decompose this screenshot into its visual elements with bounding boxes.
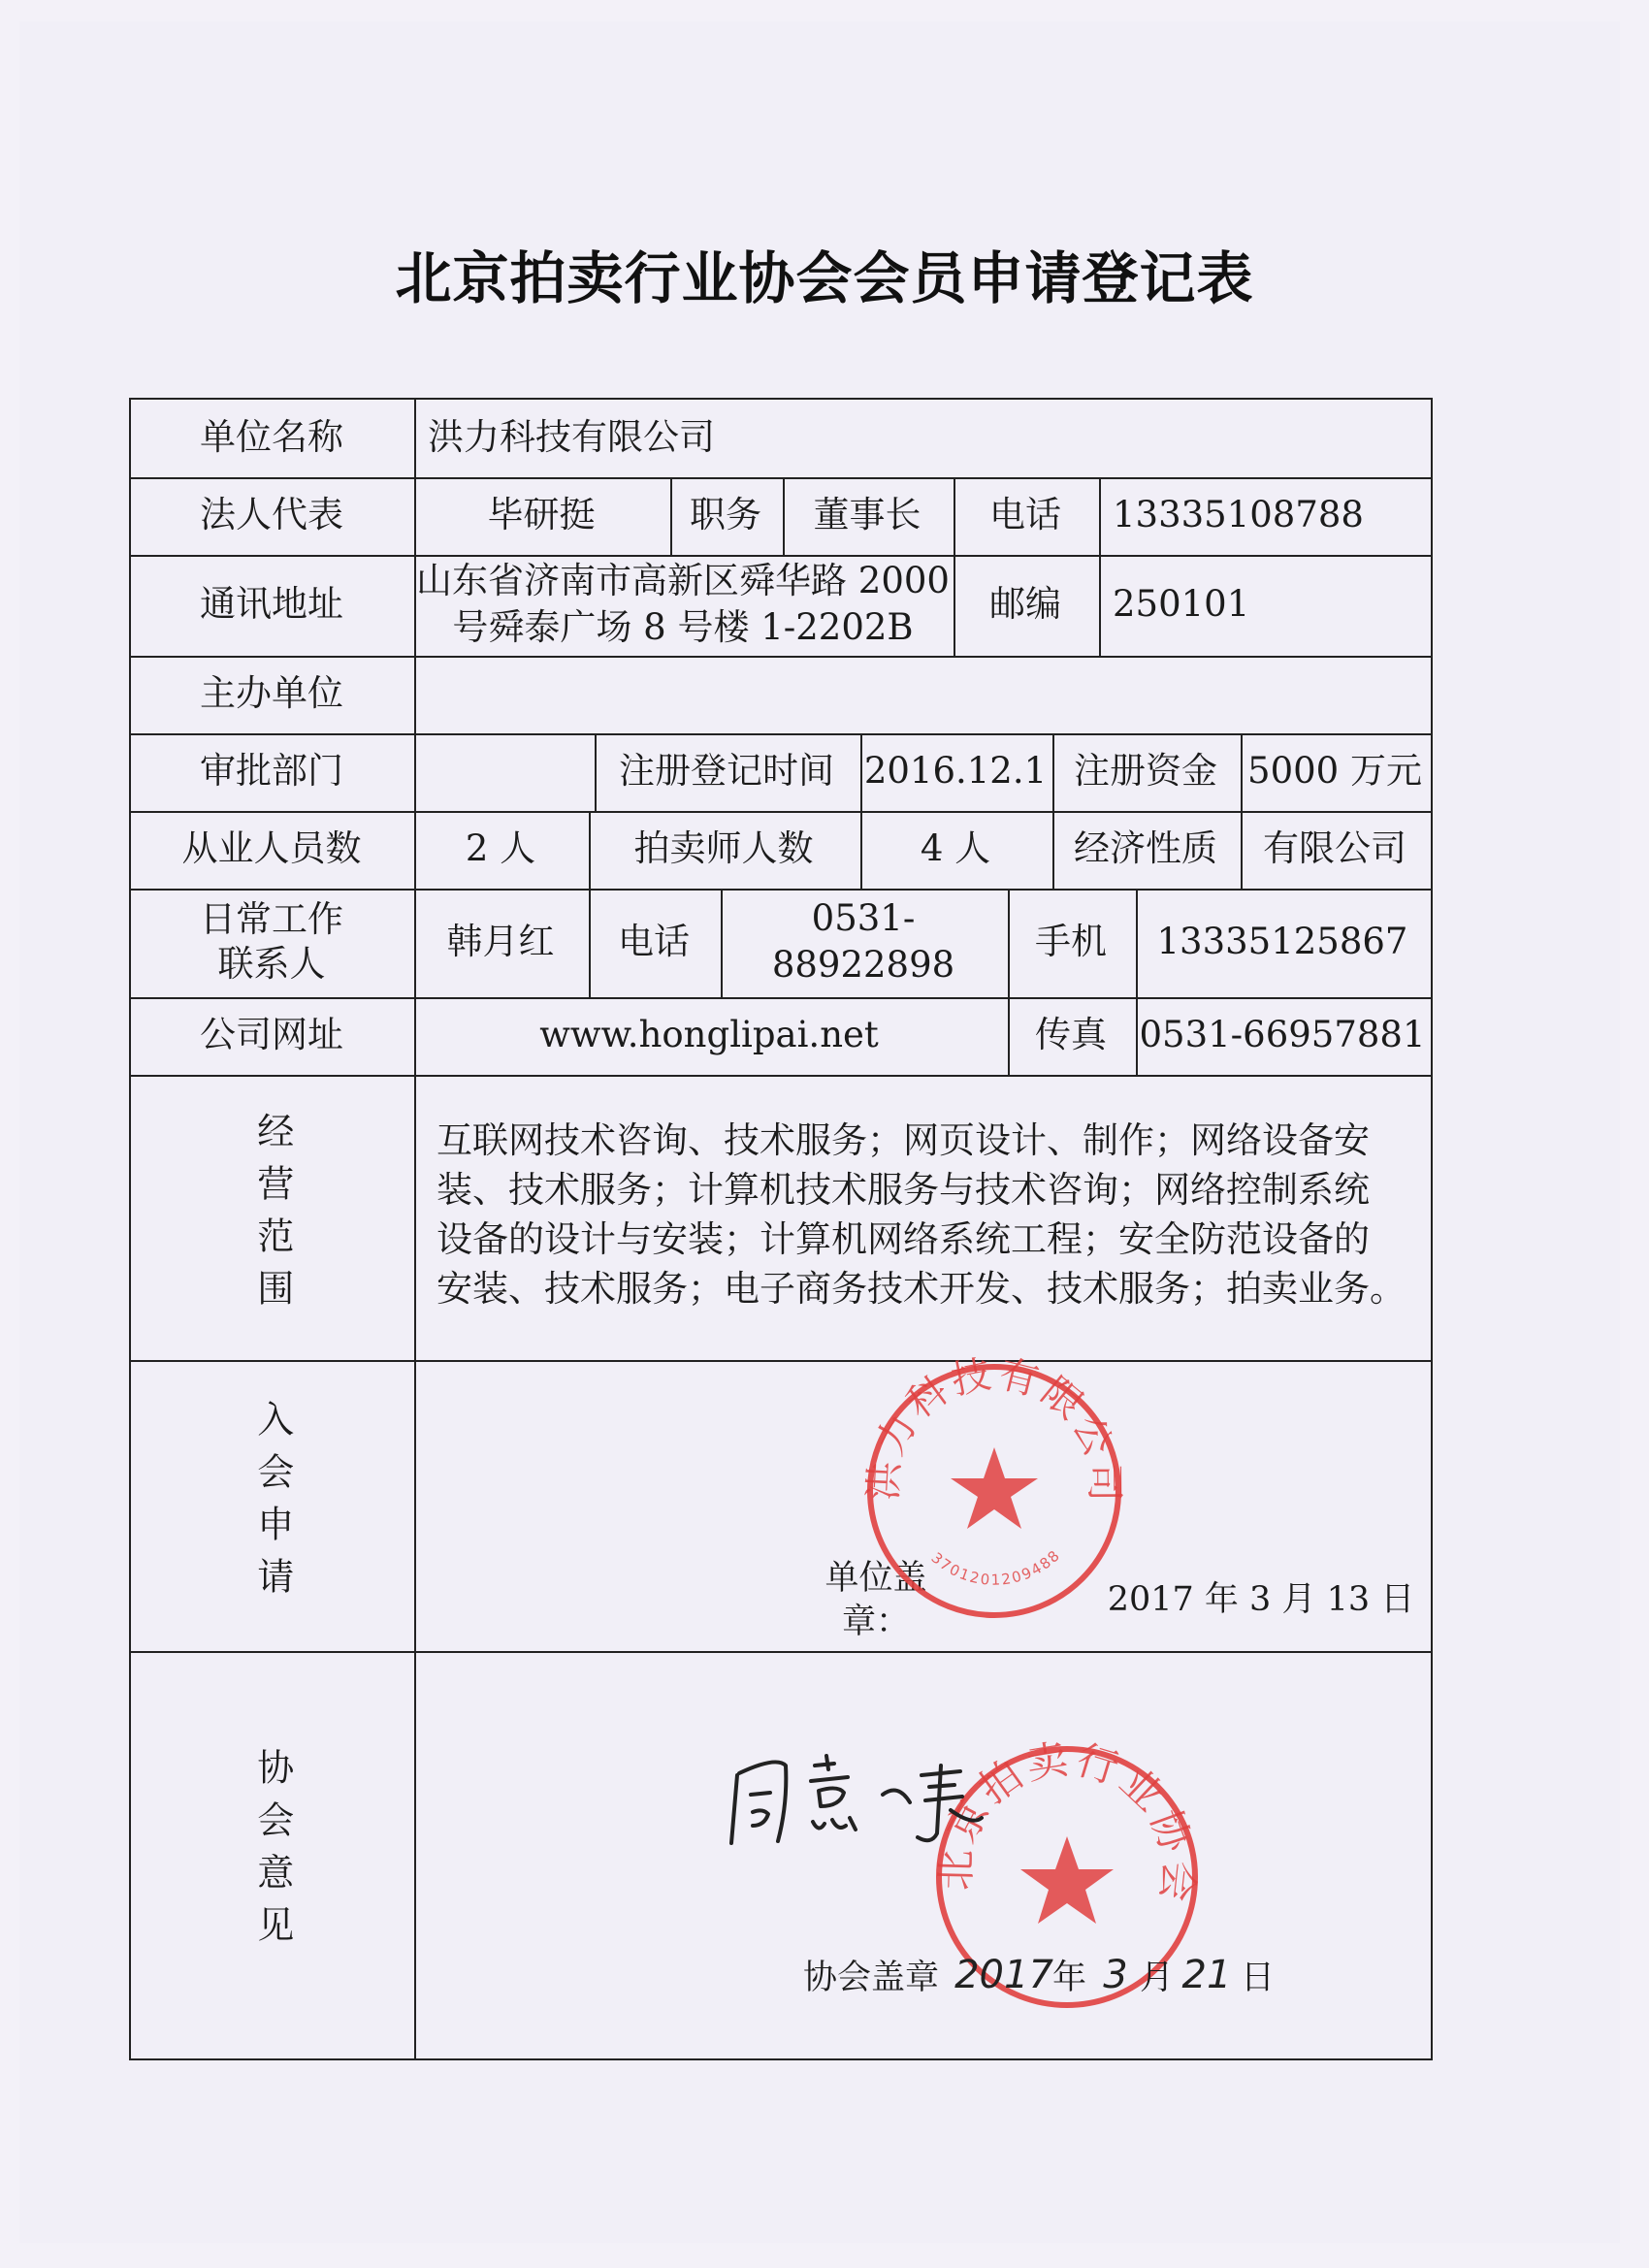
address-line-1: 山东省济南市高新区舜华路 2000	[416, 559, 950, 601]
label-fax: 传真	[1035, 1013, 1107, 1055]
value-capital: 5000 万元	[1247, 749, 1422, 792]
association-seal-text: 北京拍卖行业协会	[931, 1733, 1204, 1908]
opinion-year-char: 年	[1051, 1959, 1086, 1998]
opinion-date-year: 2017	[954, 1953, 1053, 1997]
value-postcode: 250101	[1113, 582, 1250, 625]
label-unit-name: 单位名称	[200, 415, 343, 458]
value-legal-rep: 毕研挺	[487, 493, 596, 535]
label-association-seal: 协会盖章	[802, 1959, 939, 1998]
label-postcode: 邮编	[989, 582, 1061, 625]
business-scope-text	[436, 1116, 1416, 1313]
value-website: www.honglipai.net	[539, 1013, 879, 1055]
value-reg-time: 2016.12.1	[863, 749, 1048, 792]
company-seal-stamp	[854, 1350, 1135, 1632]
label-address: 通讯地址	[200, 582, 343, 625]
value-mobile: 13335125867	[1156, 920, 1408, 962]
label-auctioneers: 拍卖师人数	[633, 826, 814, 869]
value-phone: 13335108788	[1113, 493, 1364, 535]
label-phone: 电话	[989, 493, 1061, 535]
star-icon	[951, 1447, 1038, 1529]
label-mobile: 手机	[1035, 920, 1107, 962]
label-economic-nature: 经济性质	[1074, 826, 1217, 869]
opinion-day-char: 日	[1240, 1959, 1275, 1998]
value-staff-count: 2 人	[465, 826, 536, 869]
scope-line-2: 装、技术服务；计算机技术服务与技术咨询；网络控制系统	[436, 1169, 1370, 1211]
handwritten-approval-signature	[718, 1736, 1067, 1872]
label-website: 公司网址	[200, 1013, 343, 1055]
company-seal-code: 3701201209488	[927, 1545, 1065, 1589]
value-economic-nature: 有限公司	[1263, 826, 1406, 869]
value-approval-dept	[414, 733, 593, 809]
value-contact-phone: 0531-88922898	[771, 896, 955, 986]
company-seal-text: 洪力科技有限公司	[861, 1351, 1127, 1507]
label-daily-contact	[131, 889, 412, 995]
label-staff-count: 从业人员数	[181, 826, 362, 869]
opinion-month-char: 月	[1139, 1959, 1174, 1998]
value-contact-name: 韩月红	[446, 920, 555, 962]
label-daily-contact-line-2: 联系人	[217, 943, 326, 985]
value-address	[414, 555, 952, 654]
value-sponsor	[414, 656, 1423, 731]
label-legal-rep: 法人代表	[200, 493, 343, 535]
scope-line-1: 互联网技术咨询、技术服务；网页设计、制作；网络设备安	[436, 1119, 1370, 1161]
label-unit-seal: 单位盖章：	[824, 1558, 927, 1641]
label-sponsor: 主办单位	[200, 671, 343, 714]
value-unit-name: 洪力科技有限公司	[428, 415, 715, 458]
label-reg-time: 注册登记时间	[619, 749, 834, 792]
scope-line-4: 安装、技术服务；电子商务技术开发、技术服务；拍卖业务。	[436, 1268, 1406, 1310]
label-capital: 注册资金	[1074, 749, 1217, 792]
label-membership-application: 入会申请	[250, 1400, 294, 1609]
label-daily-contact-line-1: 日常工作	[200, 897, 343, 940]
opinion-date-month: 3	[1103, 1953, 1128, 1997]
value-position: 董事长	[813, 493, 922, 535]
label-contact-phone: 电话	[618, 920, 690, 962]
scope-line-3: 设备的设计与安装；计算机网络系统工程；安全防范设备的	[436, 1218, 1370, 1260]
value-fax: 0531-66957881	[1139, 1013, 1426, 1055]
value-auctioneers: 4 人	[920, 826, 991, 869]
label-approval-dept: 审批部门	[200, 749, 343, 792]
form-title: 北京拍卖行业协会会员申请登记表	[395, 245, 1254, 311]
address-line-2: 号舜泰广场 8 号楼 1-2202B	[452, 606, 914, 648]
label-association-opinion: 协会意见	[250, 1748, 294, 1958]
application-date: 2017 年 3 月 13 日	[1107, 1580, 1415, 1620]
opinion-date-day: 21	[1181, 1953, 1232, 1997]
label-business-scope: 经营范围	[250, 1112, 294, 1321]
label-position: 职务	[690, 493, 761, 535]
